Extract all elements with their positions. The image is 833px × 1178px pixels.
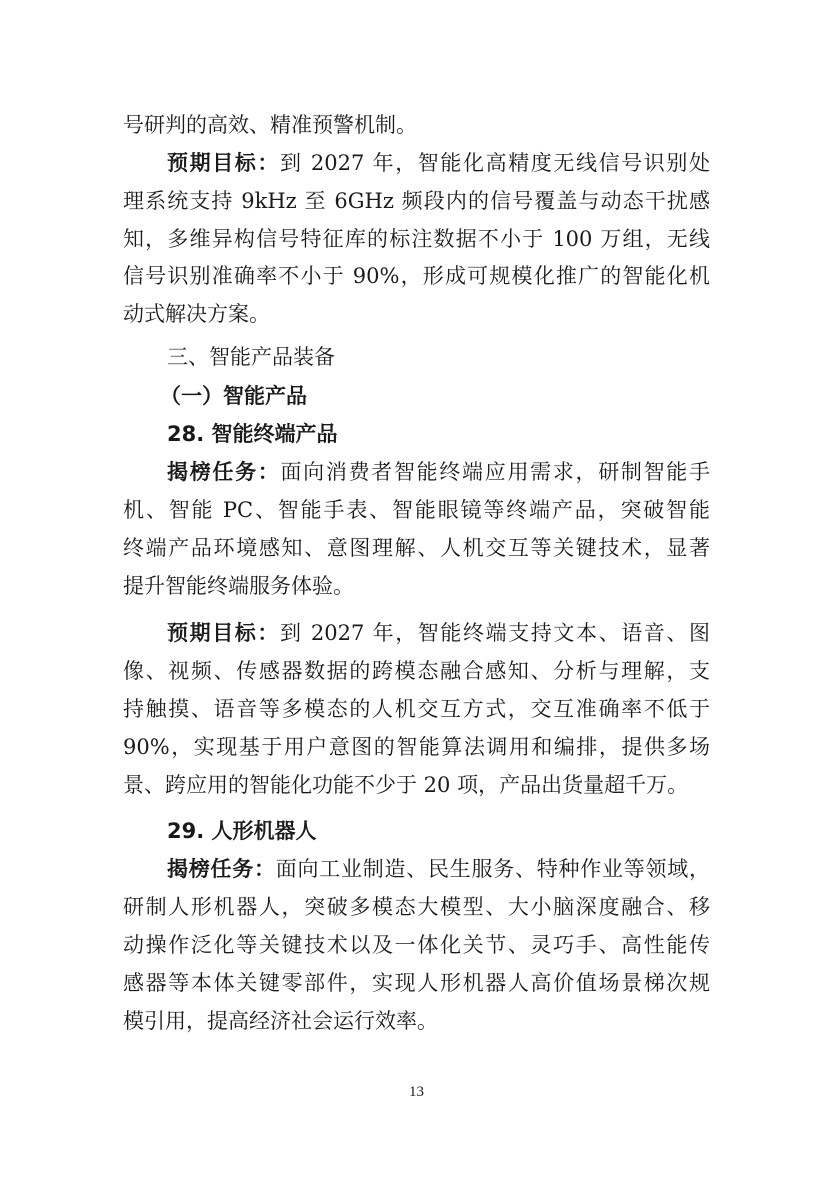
text-line: 持触摸、语音等多模态的人机交互方式，交互准确率不低于 xyxy=(123,697,710,721)
text-line: 到 2027 年，智能终端支持文本、语音、图 xyxy=(280,621,711,645)
expected-goal-paragraph-28 xyxy=(167,618,710,648)
paragraph-label: 预期目标： xyxy=(167,621,281,645)
text-line: 景、跨应用的智能化功能不少于 20 项，产品出货量超千万。 xyxy=(123,773,689,797)
text-line: 信号识别准确率不小于 90%，形成可规模化推广的智能化机 xyxy=(123,264,710,288)
expected-goal-paragraph-1 xyxy=(167,148,710,178)
text-line: 研制人形机器人，突破多模态大模型、大小脑深度融合、移 xyxy=(123,895,710,919)
text-line: 90%，实现基于用户意图的智能算法调用和编排，提供多场 xyxy=(123,735,710,759)
text-line: 到 2027 年，智能化高精度无线信号识别处 xyxy=(280,151,711,175)
text-line: 面向工业制造、民生服务、特种作业等领域， xyxy=(275,857,710,881)
text-line: 理系统支持 9kHz 至 6GHz 频段内的信号覆盖与动态干扰感 xyxy=(123,189,710,213)
task-paragraph-28 xyxy=(167,457,710,487)
text-line: 模引用，提高经济社会运行效率。 xyxy=(123,1009,438,1033)
text-line: 号研判的高效、精准预警机制。 xyxy=(123,113,417,137)
text-line: 感器等本体关键零部件，实现人形机器人高价值场景梯次规 xyxy=(123,971,710,995)
text-line: 知，多维异构信号特征库的标注数据不小于 100 万组，无线 xyxy=(123,227,710,251)
paragraph-label: 预期目标： xyxy=(167,151,281,175)
page-number: 13 xyxy=(409,1084,424,1100)
subsection-heading: （一）智能产品 xyxy=(160,384,307,408)
paragraph-label: 揭榜任务： xyxy=(167,857,276,881)
text-line: 面向消费者智能终端应用需求，研制智能手 xyxy=(280,460,711,484)
text-line: 动操作泛化等关键技术以及一体化关节、灵巧手、高性能传 xyxy=(123,933,710,957)
item-heading-29: 29. 人形机器人 xyxy=(167,819,317,843)
text-line: 机、智能 PC、智能手表、智能眼镜等终端产品，突破智能 xyxy=(123,498,710,522)
item-heading-28: 28. 智能终端产品 xyxy=(167,422,338,446)
paragraph-continuation xyxy=(123,110,710,140)
text-line: 提升智能终端服务体验。 xyxy=(123,574,354,598)
paragraph-label: 揭榜任务： xyxy=(167,460,281,484)
text-line: 像、视频、传感器数据的跨模态融合感知、分析与理解，支 xyxy=(123,659,710,683)
text-line: 动式解决方案。 xyxy=(123,302,270,326)
text-line: 终端产品环境感知、意图理解、人机交互等关键技术，显著 xyxy=(123,536,710,560)
task-paragraph-29 xyxy=(167,854,710,884)
section-heading: 三、智能产品装备 xyxy=(167,345,335,369)
